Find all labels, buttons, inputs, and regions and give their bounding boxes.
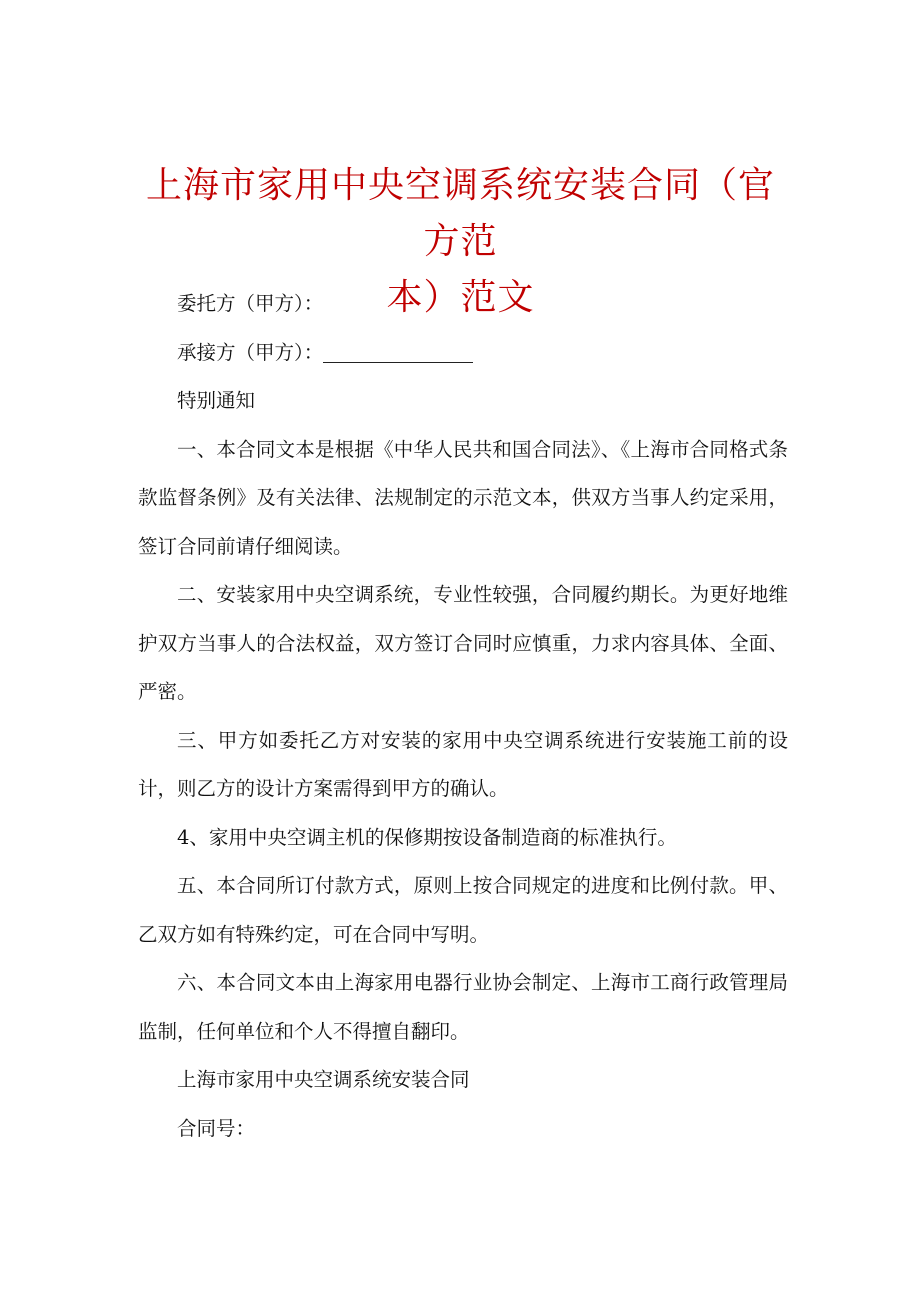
contractor-blank bbox=[323, 342, 473, 363]
title-line-2: 本）范文 bbox=[386, 277, 535, 318]
client-line bbox=[138, 280, 788, 329]
document-body bbox=[138, 280, 788, 1153]
contractor-label: 承接方（甲方）： bbox=[177, 340, 324, 364]
contract-name: 上海市家用中央空调系统安装合同 bbox=[177, 1068, 470, 1091]
notice-item-4: 4、家用中央空调主机的保修期按设备制造商的标准执行。 bbox=[177, 825, 677, 849]
notice-item-2: 二、安装家用中央空调系统，专业性较强，合同履约期长。为更好地维护双方当事人的合法权益，双方签订合同时应慎重，力求内容具体、全面、严密。 bbox=[138, 583, 788, 703]
notice-item-5: 五、本合同所订付款方式，原则上按合同规定的进度和比例付款。甲、乙双方如有特殊约定，可在合同中写明。 bbox=[138, 874, 788, 946]
title-line-1: 上海市家用中央空调系统安装合同（官方范 bbox=[145, 165, 775, 262]
notice-item-1: 一、本合同文本是根据《中华人民共和国合同法》、《上海市合同格式条款监督条例》及有关法律、法规制定的示范文本，供双方当事人约定采用，签订合同前请仔细阅读。 bbox=[138, 437, 788, 558]
notice-item-3: 三、甲方如委托乙方对安装的家用中央空调系统进行安装施工前的设计，则乙方的设计方案需得到甲方的确认。 bbox=[138, 728, 788, 800]
notice-item-6: 六、本合同文本由上海家用电器行业协会制定、上海市工商行政管理局监制，任何单位和个人不得擅自翻印。 bbox=[138, 971, 788, 1043]
contract-number: 合同号： bbox=[177, 1116, 256, 1140]
notice-heading: 特别通知 bbox=[177, 389, 256, 412]
client-label: 委托方（甲方）： bbox=[177, 292, 324, 315]
contractor-line bbox=[138, 329, 788, 378]
